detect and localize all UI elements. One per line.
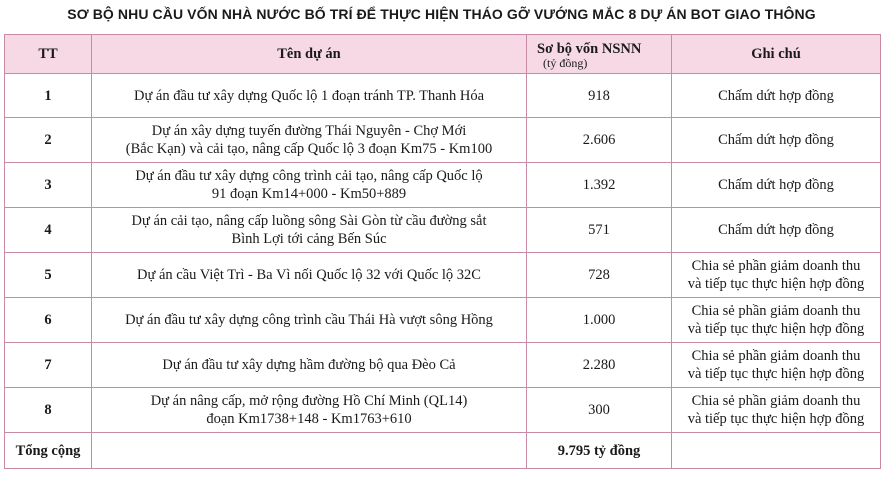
cell-budget: 728 [527, 253, 672, 298]
cell-project [92, 208, 527, 253]
cell-project [92, 163, 527, 208]
project-line: (Bắc Kạn) và cải tạo, nâng cấp Quốc lộ 3 đoạn Km75 - Km100 [125, 141, 493, 157]
project-line: Dự án cải tạo, nâng cấp luồng sông Sài Gòn từ cầu đường sắt [131, 213, 487, 229]
header-project: Tên dự án [92, 35, 527, 74]
header-budget-label: Sơ bộ vốn NSNN [537, 40, 642, 57]
cell-project [92, 343, 527, 388]
cell-project [92, 118, 527, 163]
cell-budget: 918 [527, 74, 672, 118]
cell-budget: 571 [527, 208, 672, 253]
table-row [5, 163, 881, 208]
table-row [5, 298, 881, 343]
cell-project [92, 253, 527, 298]
table-header-row [5, 35, 881, 74]
project-line: Dự án đầu tư xây dựng hầm đường bộ qua Đèo Cả [162, 357, 456, 373]
cell-tt: 5 [5, 253, 92, 298]
projects-table [4, 34, 881, 469]
cell-tt: 2 [5, 118, 92, 163]
cell-tt: 7 [5, 343, 92, 388]
cell-tt: 4 [5, 208, 92, 253]
project-line: Dự án đầu tư xây dựng công trình cầu Thái Hà vượt sông Hồng [125, 312, 493, 328]
note-line: và tiếp tục thực hiện hợp đồng [687, 411, 865, 427]
note-line: Chia sẻ phần giảm doanh thu [691, 393, 861, 409]
cell-project [92, 298, 527, 343]
note-line: và tiếp tục thực hiện hợp đồng [687, 366, 865, 382]
project-line: Dự án xây dựng tuyến đường Thái Nguyên - Chợ Mới [151, 123, 467, 139]
cell-note [672, 208, 881, 253]
total-label: Tổng cộng [5, 433, 92, 469]
cell-tt: 1 [5, 74, 92, 118]
project-line: Dự án nâng cấp, mở rộng đường Hồ Chí Minh (QL14) [150, 393, 468, 409]
note-line: và tiếp tục thực hiện hợp đồng [687, 276, 865, 292]
table-body [5, 74, 881, 469]
cell-tt: 3 [5, 163, 92, 208]
header-note: Ghi chú [672, 35, 881, 74]
header-budget-unit: (tỷ đồng) [543, 55, 588, 70]
table-row [5, 388, 881, 433]
cell-project [92, 388, 527, 433]
cell-budget: 1.392 [527, 163, 672, 208]
note-line: Chia sẻ phần giảm doanh thu [691, 348, 861, 364]
table-row [5, 118, 881, 163]
cell-budget: 2.606 [527, 118, 672, 163]
total-empty-cell [92, 433, 527, 469]
cell-note [672, 388, 881, 433]
project-line: đoạn Km1738+148 - Km1763+610 [206, 411, 412, 427]
cell-note [672, 74, 881, 118]
cell-project [92, 74, 527, 118]
table-row [5, 253, 881, 298]
cell-budget: 2.280 [527, 343, 672, 388]
table-row [5, 208, 881, 253]
note-line: Chấm dứt hợp đồng [718, 87, 834, 104]
note-line: Chấm dứt hợp đồng [718, 132, 834, 148]
page-title: SƠ BỘ NHU CẦU VỐN NHÀ NƯỚC BỐ TRÍ ĐỂ THỰC HIỆN THÁO GỠ VƯỚNG MẮC 8 DỰ ÁN BOT GIAO THÔNG [67, 6, 816, 22]
total-row [5, 433, 881, 469]
project-line: Dự án đầu tư xây dựng Quốc lộ 1 đoạn tránh TP. Thanh Hóa [133, 87, 485, 104]
cell-budget: 1.000 [527, 298, 672, 343]
note-line: Chấm dứt hợp đồng [718, 177, 834, 193]
note-line: Chia sẻ phần giảm doanh thu [691, 303, 861, 319]
total-note [672, 433, 881, 469]
project-line: Dự án cầu Việt Trì - Ba Vì nối Quốc lộ 32 với Quốc lộ 32C [137, 267, 481, 283]
note-line: và tiếp tục thực hiện hợp đồng [687, 321, 865, 337]
table-row [5, 74, 881, 118]
cell-note [672, 118, 881, 163]
cell-tt: 6 [5, 298, 92, 343]
note-line: Chia sẻ phần giảm doanh thu [691, 258, 861, 274]
project-line: Dự án đầu tư xây dựng công trình cải tạo, nâng cấp Quốc lộ [135, 168, 483, 184]
table-row [5, 343, 881, 388]
cell-note [672, 253, 881, 298]
project-line: Bình Lợi tới cảng Bến Súc [231, 231, 387, 247]
note-line: Chấm dứt hợp đồng [718, 222, 834, 238]
header-budget [527, 35, 672, 74]
cell-note [672, 343, 881, 388]
cell-note [672, 298, 881, 343]
cell-note [672, 163, 881, 208]
project-line: 91 đoạn Km14+000 - Km50+889 [211, 186, 407, 202]
header-tt: TT [5, 35, 92, 74]
cell-tt: 8 [5, 388, 92, 433]
total-budget: 9.795 tỷ đồng [527, 433, 672, 469]
cell-budget: 300 [527, 388, 672, 433]
